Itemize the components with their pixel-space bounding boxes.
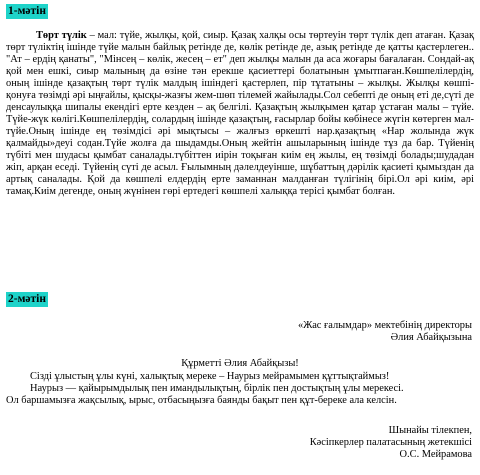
section-1-body: – мал: түйе, жылқы, қой, сиыр. Қазақ халқы осы төртеуін төрт түлік деп атаған. Қазақ төрт түліктің ішінде түйе малын байлық ретінде де, көлік ретінде де, азық ретінде де қатты қастерлеген.. "Ат – ердің қанаты", "Мінсең – көлік, жесең – ет" деп жылқы малын да аса жоғары бағалаған. Сондай-ақ қой мен ешкі, сиыр малының да өзіне тән ерекше қасиеттері болатынын ұмытпаған.Көшпелілердің, оның ішінде қазақтың төрт түлік малдың ішіндегі қастерлеп, пір тұтатыны – жылқы. Жылқы көшпі-қонуға төзімді әрі ыңғайлы, қысқы-жазғы жем-шөп тілемей жайылады.Сол себепті де оның еті де,сүті де денсаулыққа шипалы екендігі ерте кезден – ақ белгілі. Қазақтың жылқымен қатар ұстаған малы – түйе. Түйе-жүк көлігі.Көшпелілердің, солардың ішінде қазақтың, ғасырлар бойы көбінесе жүгін көтерген мал-түйе.Оның ішінде ең төзімдісі әрі мықтысы – жалғыз өркешті нар.қазақтың «Нар жолында жүк қалмайды»деуі содан.Түйе жолға да шыдамды.Оның жейтін ашыларының ішінде тұз да бар. Түйенің түбіті мен шудасы қымбат саналады.түбіттен иірін тоқыған киім ең жылы, ең төзімді болады;шудадан жіп, арқан еседі. Түйенің сүті де асыл. Ғылымның дәлелдеуінше, шұбаттың дәрілік қасиеті қымыздан да артық саналады. Қой да көшпелі елдердің ерте заманнан малданған түлігінің бірі.Ол әрі киім, әрі тамақ.Киім дегенде, оның жүнінен гөрі ертедегі көшпелі халыққа терісі қымбат болған. (6, 30, 474, 197)
letter-addressee (298, 320, 472, 344)
signature-line-1: Шынайы тілекпен, (388, 425, 472, 436)
letter-line-1: Сізді ұлыстың ұлы күні, халықтық мереке – Наурыз мейрамымен құттықтаймыз! (30, 371, 390, 382)
letter-line-3: Ол баршамызға жақсылық, ырыс, отбасыңызға баянды бақыт пен құт-береке ала келсін. (6, 395, 397, 406)
addressee-line-2: Әлия Абайқызына (390, 332, 472, 343)
letter-body (6, 371, 474, 407)
signature-line-2: Кәсіпкерлер палатасының жетекшісі (309, 437, 472, 448)
letter-signature (310, 425, 472, 461)
section-2-label: 2-мәтін (8, 293, 46, 305)
section-1-paragraph (6, 30, 474, 198)
section-1-label: 1-мәтін (8, 5, 46, 17)
letter-greeting: Құрметті Әлия Абайқызы! (181, 358, 299, 369)
addressee-line-1: «Жас ғалымдар» мектебінің директоры (297, 320, 472, 331)
letter-line-2: Наурыз — қайырымдылық пен имандылықтың, бірлік пен достықтың ұлы мерекесі. (30, 383, 404, 394)
section-1-title: Төрт түлік (36, 30, 87, 41)
signature-line-3: О.С. Мейрамова (399, 449, 472, 460)
section-1-text (6, 30, 474, 198)
